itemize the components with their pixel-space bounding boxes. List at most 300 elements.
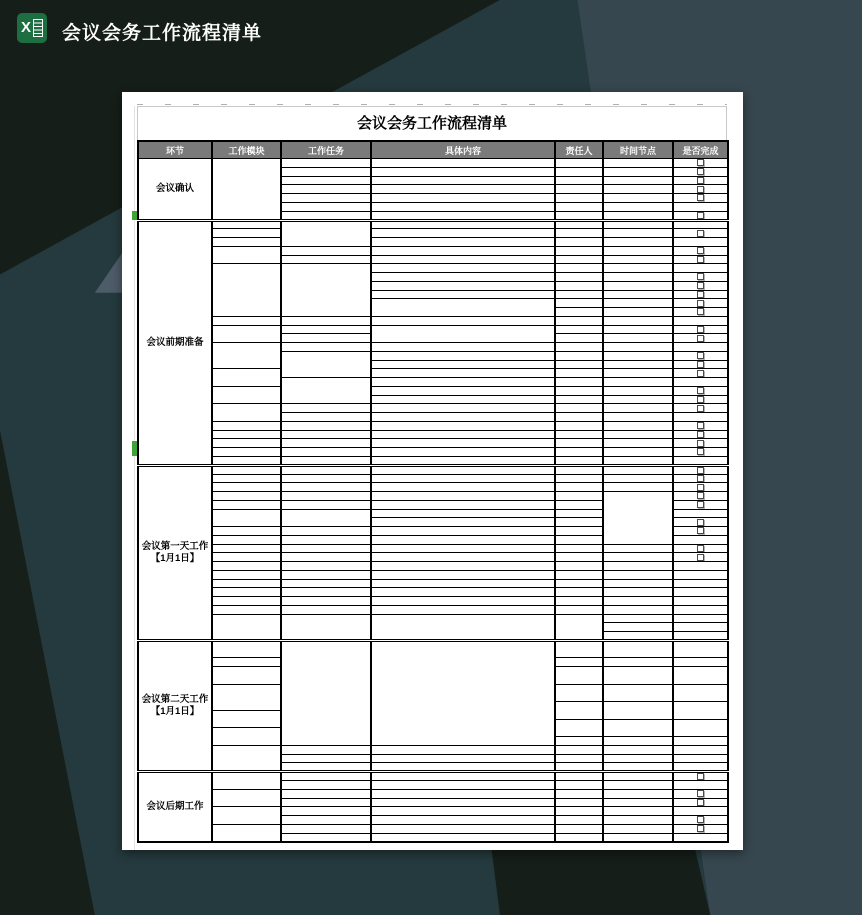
- table-cell: [281, 448, 371, 457]
- table-cell: [281, 500, 371, 509]
- table-cell: [603, 448, 673, 457]
- complete-cell: [673, 316, 728, 325]
- table-cell: [371, 544, 555, 553]
- table-cell: [555, 772, 603, 781]
- stage-label-cell: 会议后期工作: [138, 772, 212, 842]
- title-bar: [0, 0, 862, 60]
- table-cell: [603, 807, 673, 816]
- table-cell: [212, 430, 281, 439]
- complete-cell: [673, 597, 728, 606]
- table-cell: [555, 264, 603, 273]
- table-cell: [212, 238, 281, 247]
- table-cell: [603, 351, 673, 360]
- table-cell: [212, 492, 281, 501]
- table-cell: [371, 772, 555, 781]
- column-header: 时间节点: [603, 141, 673, 159]
- table-cell: [555, 719, 603, 737]
- process-checklist-table: [137, 140, 729, 843]
- table-cell: [212, 535, 281, 544]
- table-cell: [212, 448, 281, 457]
- table-cell: [212, 579, 281, 588]
- table-cell: [603, 167, 673, 176]
- table-cell: [603, 719, 673, 737]
- table-cell: [603, 413, 673, 422]
- complete-cell: [673, 789, 728, 798]
- table-cell: [212, 316, 281, 325]
- table-cell: [555, 255, 603, 264]
- table-cell: [555, 448, 603, 457]
- table-cell: [555, 246, 603, 255]
- table-cell: [603, 386, 673, 395]
- complete-cell: [673, 640, 728, 658]
- table-cell: [555, 781, 603, 790]
- complete-cell: [673, 273, 728, 282]
- table-cell: [603, 492, 673, 545]
- table-cell: [603, 430, 673, 439]
- table-cell: [371, 518, 555, 527]
- table-cell: [281, 404, 371, 413]
- table-cell: [281, 474, 371, 483]
- table-cell: [281, 824, 371, 833]
- checkbox[interactable]: [697, 291, 704, 298]
- table-cell: [555, 518, 603, 527]
- complete-cell: [673, 351, 728, 360]
- table-cell: [603, 325, 673, 334]
- table-cell: [555, 229, 603, 238]
- table-cell: [371, 299, 555, 317]
- complete-cell: [673, 369, 728, 378]
- table-cell: [212, 772, 281, 790]
- table-cell: [555, 492, 603, 501]
- table-cell: [603, 562, 673, 571]
- table-cell: [603, 816, 673, 825]
- complete-cell: [673, 456, 728, 465]
- table-cell: [603, 229, 673, 238]
- table-cell: [603, 421, 673, 430]
- complete-cell: [673, 833, 728, 842]
- complete-cell: [673, 579, 728, 588]
- table-cell: [371, 238, 555, 247]
- table-cell: [555, 386, 603, 395]
- table-cell: [555, 658, 603, 667]
- table-cell: [212, 745, 281, 771]
- table-cell: [371, 763, 555, 772]
- table-cell: [281, 159, 371, 168]
- complete-cell: [673, 325, 728, 334]
- checkbox[interactable]: [697, 799, 704, 806]
- table-cell: [371, 562, 555, 571]
- table-cell: [281, 640, 371, 745]
- table-cell: [555, 553, 603, 562]
- checkbox[interactable]: [697, 361, 704, 368]
- table-cell: [555, 273, 603, 282]
- table-cell: [555, 167, 603, 176]
- table-cell: [603, 378, 673, 387]
- table-cell: [281, 745, 371, 754]
- complete-cell: [673, 772, 728, 781]
- table-cell: [603, 360, 673, 369]
- table-cell: [603, 465, 673, 474]
- complete-cell: [673, 509, 728, 518]
- table-cell: [371, 553, 555, 562]
- table-cell: [281, 562, 371, 571]
- complete-cell: [673, 421, 728, 430]
- table-cell: [603, 667, 673, 685]
- table-cell: [281, 614, 371, 640]
- table-cell: [603, 623, 673, 632]
- table-cell: [281, 316, 371, 325]
- table-cell: [281, 509, 371, 527]
- table-cell: [281, 185, 371, 194]
- table-cell: [555, 535, 603, 544]
- complete-cell: [673, 500, 728, 509]
- checkbox[interactable]: [697, 300, 704, 307]
- table-cell: [603, 439, 673, 448]
- column-header: 是否完成: [673, 141, 728, 159]
- table-cell: [212, 562, 281, 571]
- checkbox[interactable]: [697, 431, 704, 438]
- complete-cell: [673, 167, 728, 176]
- complete-cell: [673, 737, 728, 746]
- table-cell: [555, 614, 603, 640]
- table-cell: [555, 763, 603, 772]
- table-cell: [603, 369, 673, 378]
- table-cell: [212, 369, 281, 387]
- checkbox[interactable]: [697, 282, 704, 289]
- table-cell: [555, 202, 603, 211]
- table-cell: [603, 745, 673, 754]
- table-cell: [371, 229, 555, 238]
- table-cell: [281, 255, 371, 264]
- table-cell: [555, 360, 603, 369]
- complete-cell: [673, 220, 728, 229]
- table-cell: [555, 588, 603, 597]
- table-cell: [371, 176, 555, 185]
- complete-cell: [673, 816, 728, 825]
- table-cell: [371, 588, 555, 597]
- complete-cell: [673, 386, 728, 395]
- table-cell: [281, 816, 371, 825]
- complete-cell: [673, 588, 728, 597]
- table-cell: [555, 824, 603, 833]
- table-cell: [555, 579, 603, 588]
- table-cell: [555, 667, 603, 685]
- checkbox[interactable]: [697, 230, 704, 237]
- complete-cell: [673, 448, 728, 457]
- complete-cell: [673, 719, 728, 737]
- complete-cell: [673, 807, 728, 816]
- complete-cell: [673, 553, 728, 562]
- table-cell: [555, 789, 603, 798]
- checkbox[interactable]: [697, 396, 704, 403]
- table-cell: [603, 781, 673, 790]
- checkbox[interactable]: [697, 256, 704, 263]
- checkbox[interactable]: [697, 168, 704, 175]
- table-cell: [603, 264, 673, 273]
- table-cell: [371, 211, 555, 220]
- table-cell: [212, 220, 281, 229]
- table-cell: [555, 421, 603, 430]
- table-cell: [555, 281, 603, 290]
- complete-cell: [673, 684, 728, 702]
- table-cell: [371, 492, 555, 501]
- checkbox[interactable]: [697, 370, 704, 377]
- table-cell: [555, 176, 603, 185]
- checkbox[interactable]: [697, 467, 704, 474]
- table-cell: [281, 325, 371, 334]
- table-cell: [371, 220, 555, 229]
- complete-cell: [673, 299, 728, 308]
- table-cell: [212, 684, 281, 710]
- table-cell: [555, 351, 603, 360]
- table-cell: [603, 238, 673, 247]
- table-cell: [281, 535, 371, 544]
- table-cell: [555, 456, 603, 465]
- table-cell: [371, 448, 555, 457]
- table-cell: [281, 202, 371, 211]
- checkbox[interactable]: [697, 790, 704, 797]
- table-cell: [603, 597, 673, 606]
- table-cell: [603, 176, 673, 185]
- complete-cell: [673, 308, 728, 317]
- checkbox[interactable]: [697, 273, 704, 280]
- complete-cell: [673, 658, 728, 667]
- table-cell: [281, 807, 371, 816]
- excel-icon: [17, 13, 47, 43]
- table-cell: [281, 789, 371, 798]
- table-cell: [555, 159, 603, 168]
- checkbox[interactable]: [697, 308, 704, 315]
- table-cell: [281, 781, 371, 790]
- file-title: 会议会务工作流程清单: [62, 23, 263, 44]
- table-cell: [212, 570, 281, 579]
- checkbox[interactable]: [697, 545, 704, 552]
- table-cell: [281, 421, 371, 430]
- table-cell: [371, 465, 555, 474]
- table-cell: [212, 483, 281, 492]
- table-cell: [371, 325, 555, 343]
- checkbox[interactable]: [697, 422, 704, 429]
- table-cell: [371, 605, 555, 614]
- checkbox[interactable]: [697, 816, 704, 823]
- checkbox[interactable]: [697, 501, 704, 508]
- table-cell: [555, 570, 603, 579]
- checkbox[interactable]: [697, 335, 704, 342]
- checkbox[interactable]: [697, 177, 704, 184]
- complete-cell: [673, 343, 728, 352]
- table-cell: [281, 754, 371, 763]
- checkbox[interactable]: [697, 448, 704, 455]
- table-cell: [212, 456, 281, 465]
- table-cell: [371, 579, 555, 588]
- table-cell: [555, 465, 603, 474]
- table-cell: [212, 474, 281, 483]
- table-cell: [212, 710, 281, 728]
- checkbox[interactable]: [697, 326, 704, 333]
- table-cell: [555, 220, 603, 229]
- table-cell: [281, 553, 371, 562]
- table-cell: [371, 570, 555, 579]
- table-cell: [603, 185, 673, 194]
- checkbox[interactable]: [697, 186, 704, 193]
- table-cell: [603, 334, 673, 343]
- table-cell: [603, 483, 673, 492]
- complete-cell: [673, 159, 728, 168]
- table-cell: [555, 527, 603, 536]
- table-cell: [603, 632, 673, 641]
- table-cell: [603, 763, 673, 772]
- checkbox[interactable]: [697, 387, 704, 394]
- table-cell: [603, 737, 673, 746]
- table-cell: [555, 816, 603, 825]
- table-cell: [212, 605, 281, 614]
- table-cell: [281, 378, 371, 404]
- complete-cell: [673, 518, 728, 527]
- checkbox[interactable]: [697, 405, 704, 412]
- table-cell: [555, 684, 603, 702]
- complete-cell: [673, 562, 728, 571]
- checkbox[interactable]: [697, 519, 704, 526]
- table-cell: [371, 167, 555, 176]
- table-cell: [371, 535, 555, 544]
- table-cell: [371, 789, 555, 798]
- table-cell: [555, 299, 603, 308]
- complete-cell: [673, 194, 728, 203]
- table-cell: [555, 474, 603, 483]
- table-cell: [371, 474, 555, 483]
- stage-label-cell: 会议确认: [138, 159, 212, 221]
- table-cell: [281, 194, 371, 203]
- table-cell: [371, 816, 555, 825]
- complete-cell: [673, 238, 728, 247]
- column-header: 工作任务: [281, 141, 371, 159]
- table-cell: [281, 772, 371, 781]
- table-cell: [371, 527, 555, 536]
- complete-cell: [673, 290, 728, 299]
- table-cell: [281, 211, 371, 220]
- table-cell: [371, 456, 555, 465]
- table-cell: [555, 308, 603, 317]
- table-cell: [555, 737, 603, 746]
- table-cell: [281, 246, 371, 255]
- table-cell: [281, 597, 371, 606]
- table-cell: [212, 386, 281, 404]
- complete-cell: [673, 763, 728, 772]
- table-cell: [555, 369, 603, 378]
- table-cell: [603, 474, 673, 483]
- complete-cell: [673, 535, 728, 544]
- checkbox[interactable]: [697, 352, 704, 359]
- table-cell: [371, 421, 555, 430]
- complete-cell: [673, 754, 728, 763]
- complete-cell: [673, 334, 728, 343]
- table-cell: [603, 798, 673, 807]
- checkbox[interactable]: [697, 247, 704, 254]
- table-cell: [212, 588, 281, 597]
- table-cell: [555, 500, 603, 509]
- complete-cell: [673, 527, 728, 536]
- complete-cell: [673, 667, 728, 685]
- checkbox[interactable]: [697, 554, 704, 561]
- table-cell: [603, 570, 673, 579]
- table-cell: [371, 255, 555, 264]
- table-cell: [603, 824, 673, 833]
- table-cell: [555, 211, 603, 220]
- table-cell: [281, 527, 371, 536]
- table-cell: [603, 395, 673, 404]
- table-cell: [603, 702, 673, 720]
- table-cell: [281, 430, 371, 439]
- complete-cell: [673, 439, 728, 448]
- column-header: 工作模块: [212, 141, 281, 159]
- table-cell: [281, 833, 371, 842]
- table-cell: [603, 754, 673, 763]
- checkbox[interactable]: [697, 527, 704, 534]
- checkbox[interactable]: [697, 773, 704, 780]
- table-cell: [212, 465, 281, 474]
- table-cell: [371, 833, 555, 842]
- table-cell: [281, 334, 371, 343]
- table-cell: [555, 413, 603, 422]
- table-cell: [555, 194, 603, 203]
- table-cell: [371, 378, 555, 387]
- table-cell: [555, 483, 603, 492]
- checkbox[interactable]: [697, 492, 704, 499]
- table-cell: [281, 544, 371, 553]
- table-cell: [212, 325, 281, 343]
- table-cell: [603, 456, 673, 465]
- checkbox[interactable]: [697, 440, 704, 447]
- checkbox[interactable]: [697, 159, 704, 166]
- table-cell: [555, 754, 603, 763]
- complete-cell: [673, 570, 728, 579]
- table-cell: [555, 745, 603, 754]
- table-cell: [371, 281, 555, 290]
- table-cell: [371, 640, 555, 745]
- complete-cell: [673, 202, 728, 211]
- table-cell: [281, 413, 371, 422]
- checkbox[interactable]: [697, 475, 704, 482]
- table-cell: [281, 167, 371, 176]
- table-cell: [281, 343, 371, 352]
- table-cell: [371, 369, 555, 378]
- checkbox[interactable]: [697, 825, 704, 832]
- checkbox[interactable]: [697, 484, 704, 491]
- complete-cell: [673, 623, 728, 632]
- checkbox[interactable]: [697, 212, 704, 219]
- table-cell: [603, 159, 673, 168]
- table-cell: [603, 772, 673, 781]
- complete-cell: [673, 413, 728, 422]
- table-cell: [371, 824, 555, 833]
- table-cell: [281, 492, 371, 501]
- table-cell: [371, 290, 555, 299]
- table-cell: [371, 351, 555, 360]
- stage-label-cell: 会议前期准备: [138, 220, 212, 465]
- table-cell: [603, 211, 673, 220]
- complete-cell: [673, 605, 728, 614]
- table-cell: [603, 579, 673, 588]
- table-cell: [212, 229, 281, 238]
- table-cell: [281, 579, 371, 588]
- table-cell: [371, 745, 555, 754]
- complete-cell: [673, 404, 728, 413]
- table-cell: [555, 334, 603, 343]
- checkbox[interactable]: [697, 194, 704, 201]
- table-cell: [555, 290, 603, 299]
- complete-cell: [673, 255, 728, 264]
- complete-cell: [673, 798, 728, 807]
